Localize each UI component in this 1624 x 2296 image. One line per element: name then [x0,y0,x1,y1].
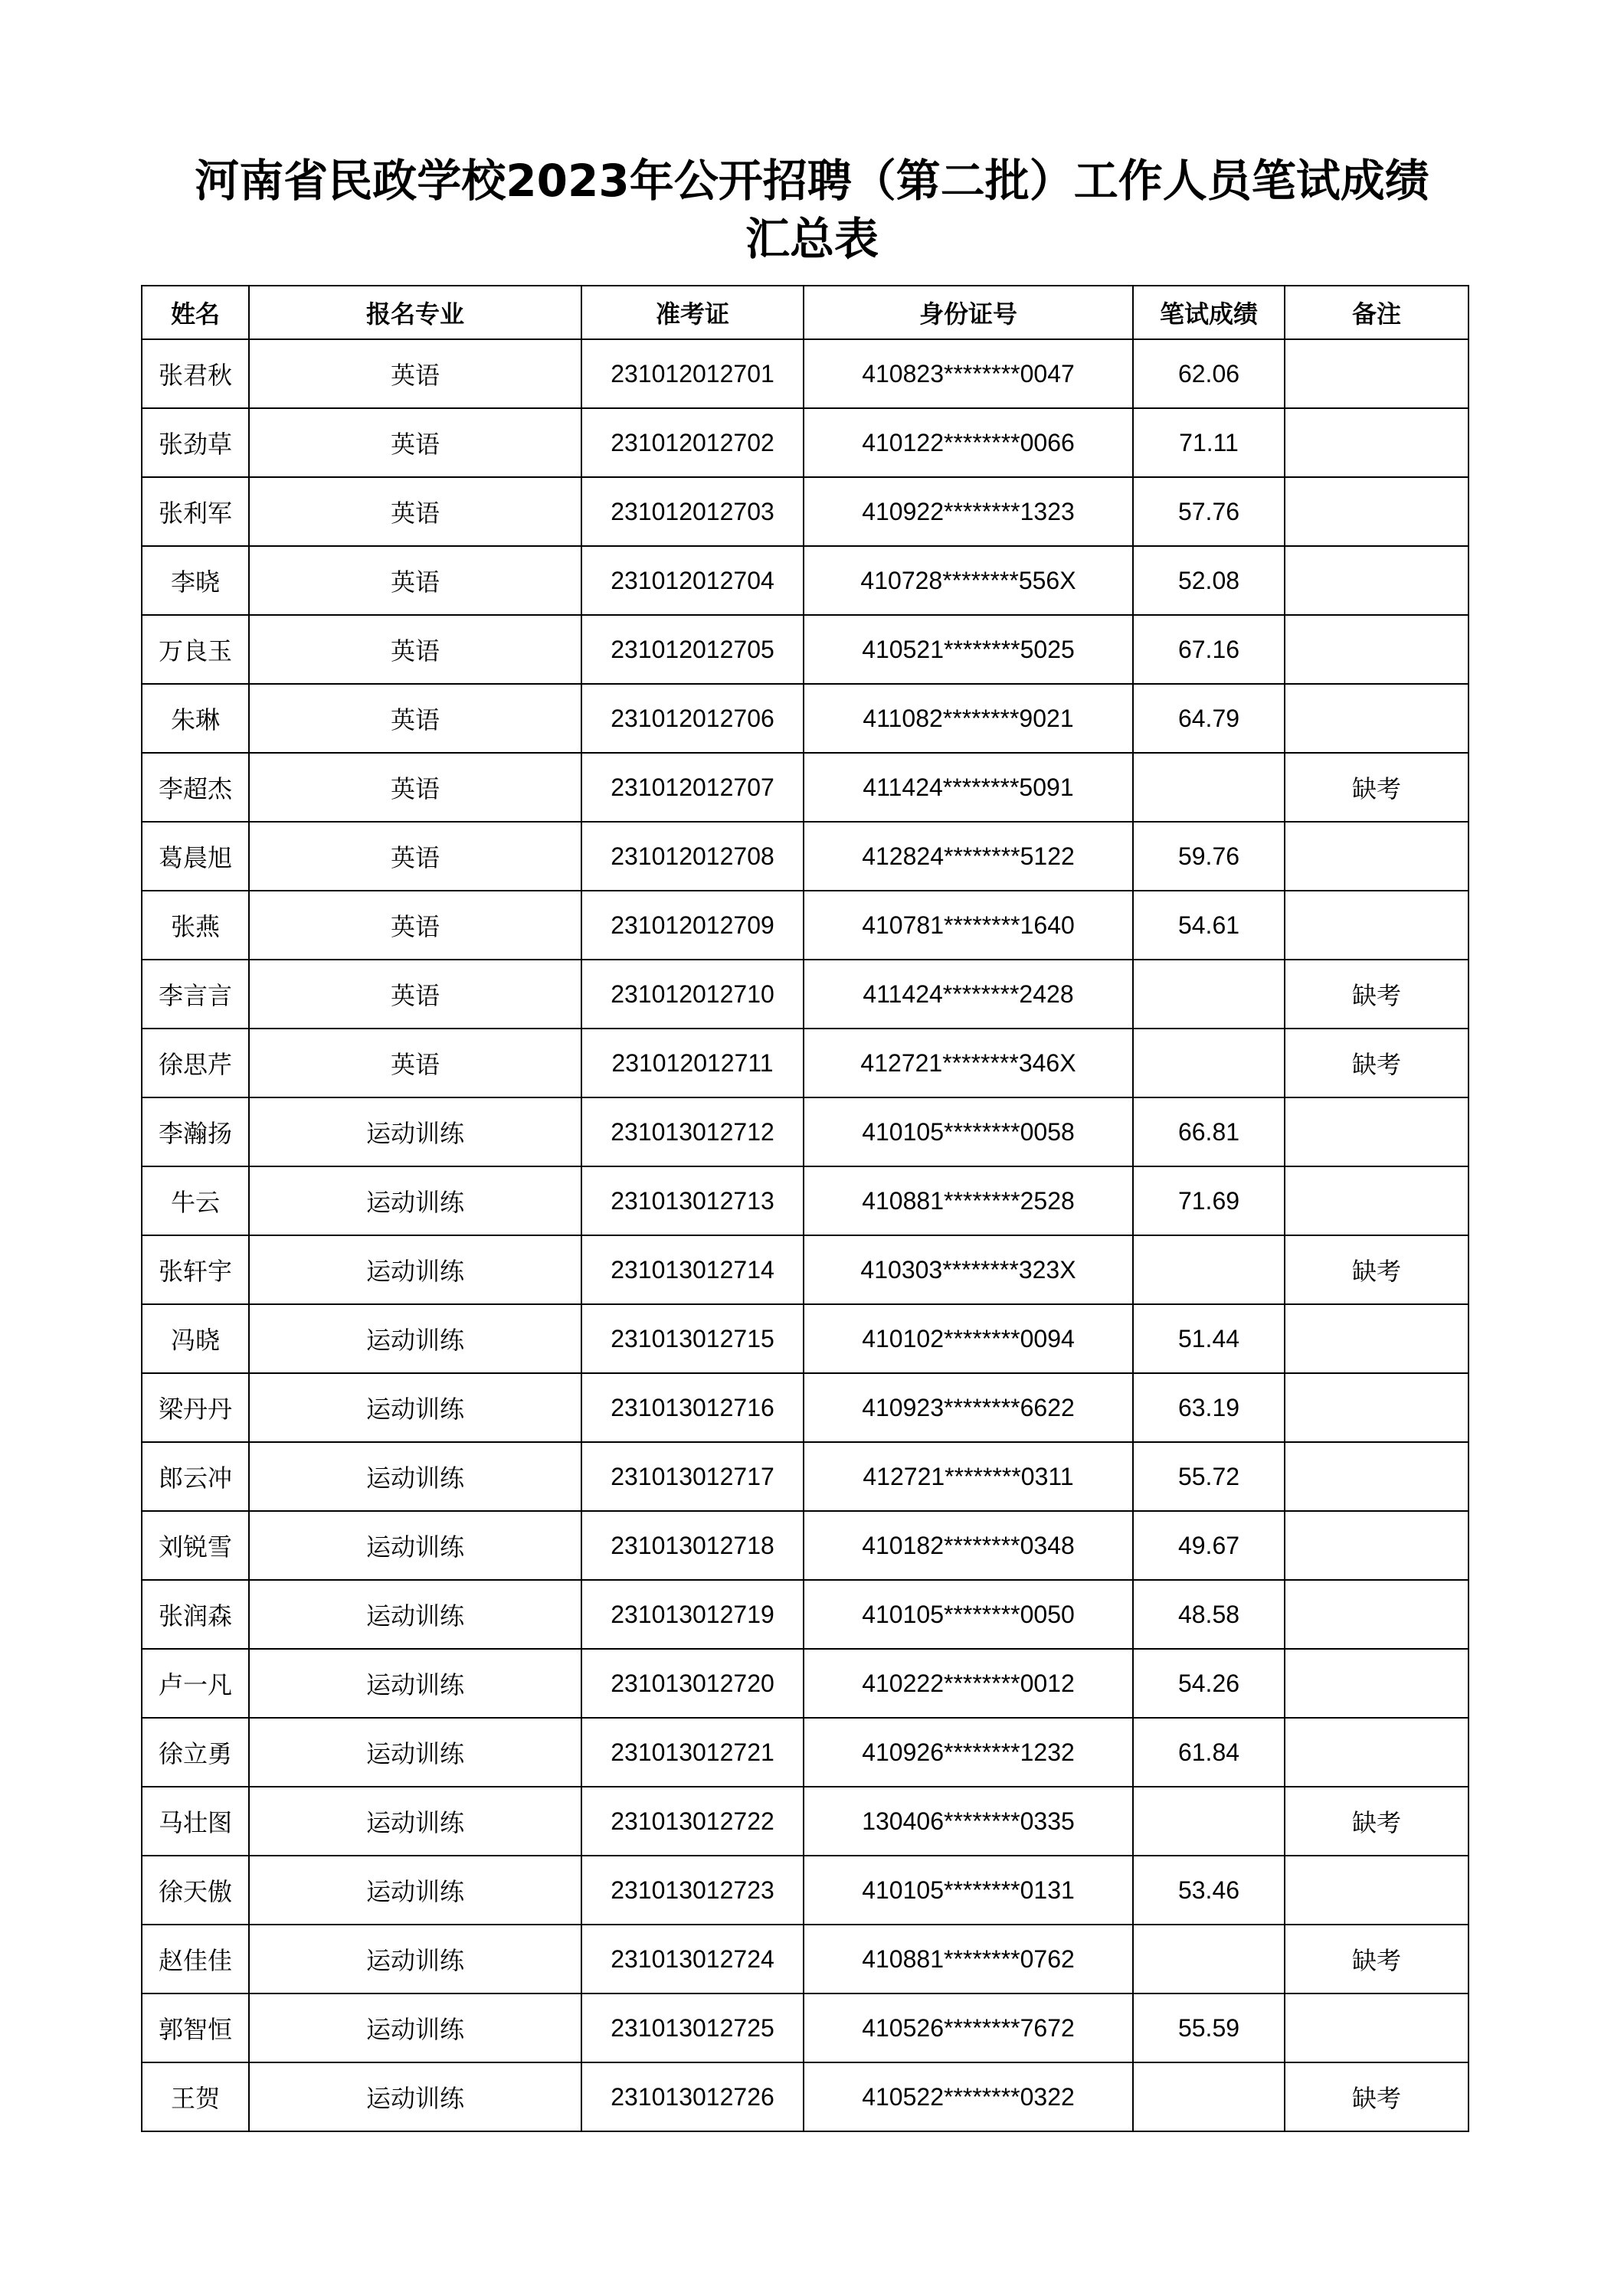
name-cell: 王贺 [142,2062,249,2131]
remarks-cell [1285,1856,1468,1925]
admission-ticket-cell: 231013012720 [581,1649,804,1718]
admission-ticket-cell: 231012012702 [581,408,804,477]
name-cell: 马壮图 [142,1787,249,1856]
remarks-cell [1285,822,1468,891]
score-cell: 48.58 [1133,1580,1285,1649]
table-body [142,339,1468,2131]
id-number-cell: 410923********6622 [804,1373,1133,1442]
major-cell: 英语 [249,546,581,615]
score-cell: 49.67 [1133,1511,1285,1580]
id-number-cell: 410881********0762 [804,1925,1133,1993]
remarks-cell [1285,1511,1468,1580]
table-row [142,1304,1468,1373]
score-cell [1133,1925,1285,1993]
name-cell: 李晓 [142,546,249,615]
name-cell: 徐思芹 [142,1029,249,1097]
id-number-cell: 410728********556X [804,546,1133,615]
name-cell: 张利军 [142,477,249,546]
table-row [142,1993,1468,2062]
header-id-number: 身份证号 [804,286,1133,339]
remarks-cell [1285,1993,1468,2062]
remarks-cell: 缺考 [1285,1235,1468,1304]
score-cell: 55.72 [1133,1442,1285,1511]
table-row [142,546,1468,615]
remarks-cell [1285,477,1468,546]
remarks-cell: 缺考 [1285,2062,1468,2131]
name-cell: 徐立勇 [142,1718,249,1787]
id-number-cell: 410922********1323 [804,477,1133,546]
name-cell: 牛云 [142,1166,249,1235]
id-number-cell: 410182********0348 [804,1511,1133,1580]
page-title-continued: 汇总表 [745,213,879,265]
id-number-cell: 412721********346X [804,1029,1133,1097]
admission-ticket-cell: 231013012715 [581,1304,804,1373]
admission-ticket-cell: 231012012710 [581,960,804,1029]
major-cell: 英语 [249,891,581,960]
admission-ticket-cell: 231013012714 [581,1235,804,1304]
major-cell: 英语 [249,684,581,753]
remarks-cell [1285,891,1468,960]
remarks-cell [1285,1097,1468,1166]
admission-ticket-cell: 231012012703 [581,477,804,546]
table-row [142,1029,1468,1097]
admission-ticket-cell: 231013012722 [581,1787,804,1856]
major-cell: 运动训练 [249,1718,581,1787]
table-row [142,1235,1468,1304]
score-cell: 64.79 [1133,684,1285,753]
id-number-cell: 410926********1232 [804,1718,1133,1787]
admission-ticket-cell: 231013012716 [581,1373,804,1442]
id-number-cell: 410823********0047 [804,339,1133,408]
admission-ticket-cell: 231013012718 [581,1511,804,1580]
score-cell: 55.59 [1133,1993,1285,2062]
major-cell: 运动训练 [249,1925,581,1993]
id-number-cell: 410122********0066 [804,408,1133,477]
id-number-cell: 410105********0058 [804,1097,1133,1166]
major-cell: 运动训练 [249,1856,581,1925]
id-number-cell: 410303********323X [804,1235,1133,1304]
remarks-cell [1285,615,1468,684]
name-cell: 张润森 [142,1580,249,1649]
table-row [142,1166,1468,1235]
score-cell: 51.44 [1133,1304,1285,1373]
major-cell: 运动训练 [249,1373,581,1442]
table-row [142,408,1468,477]
remarks-cell [1285,1718,1468,1787]
score-cell: 54.61 [1133,891,1285,960]
major-cell: 运动训练 [249,1580,581,1649]
id-number-cell: 410222********0012 [804,1649,1133,1718]
table-row [142,891,1468,960]
name-cell: 刘锐雪 [142,1511,249,1580]
remarks-cell: 缺考 [1285,960,1468,1029]
table-row [142,1787,1468,1856]
name-cell: 张轩宇 [142,1235,249,1304]
name-cell: 梁丹丹 [142,1373,249,1442]
admission-ticket-cell: 231013012724 [581,1925,804,1993]
remarks-cell: 缺考 [1285,1925,1468,1993]
admission-ticket-cell: 231013012726 [581,2062,804,2131]
score-cell [1133,1029,1285,1097]
id-number-cell: 410105********0050 [804,1580,1133,1649]
admission-ticket-cell: 231013012725 [581,1993,804,2062]
major-cell: 英语 [249,960,581,1029]
name-cell: 万良玉 [142,615,249,684]
major-cell: 运动训练 [249,1235,581,1304]
remarks-cell [1285,1304,1468,1373]
id-number-cell: 130406********0335 [804,1787,1133,1856]
remarks-cell [1285,1166,1468,1235]
major-cell: 运动训练 [249,1304,581,1373]
remarks-cell [1285,1442,1468,1511]
admission-ticket-cell: 231012012704 [581,546,804,615]
id-number-cell: 410102********0094 [804,1304,1133,1373]
remarks-cell: 缺考 [1285,1029,1468,1097]
id-number-cell: 411424********5091 [804,753,1133,822]
admission-ticket-cell: 231012012701 [581,339,804,408]
score-cell [1133,1787,1285,1856]
admission-ticket-cell: 231013012713 [581,1166,804,1235]
table-row [142,477,1468,546]
header-name: 姓名 [142,286,249,339]
remarks-cell [1285,1649,1468,1718]
table-row [142,2062,1468,2131]
score-cell [1133,753,1285,822]
admission-ticket-cell: 231012012707 [581,753,804,822]
major-cell: 运动训练 [249,1442,581,1511]
name-cell: 朱琳 [142,684,249,753]
name-cell: 李瀚扬 [142,1097,249,1166]
id-number-cell: 411082********9021 [804,684,1133,753]
id-number-cell: 410881********2528 [804,1166,1133,1235]
table-row [142,1925,1468,1993]
id-number-cell: 412721********0311 [804,1442,1133,1511]
table-row [142,615,1468,684]
table-row [142,753,1468,822]
table-row [142,1442,1468,1511]
admission-ticket-cell: 231012012711 [581,1029,804,1097]
table-row [142,960,1468,1029]
remarks-cell [1285,1373,1468,1442]
id-number-cell: 410105********0131 [804,1856,1133,1925]
header-admission-ticket: 准考证 [581,286,804,339]
table-header-row [142,286,1468,339]
remarks-cell [1285,684,1468,753]
name-cell: 张劲草 [142,408,249,477]
remarks-cell [1285,339,1468,408]
admission-ticket-cell: 231013012719 [581,1580,804,1649]
major-cell: 英语 [249,615,581,684]
header-remarks: 备注 [1285,286,1468,339]
score-cell: 52.08 [1133,546,1285,615]
name-cell: 李超杰 [142,753,249,822]
id-number-cell: 410522********0322 [804,2062,1133,2131]
table-row [142,1580,1468,1649]
table-row [142,1649,1468,1718]
score-cell: 71.11 [1133,408,1285,477]
score-cell: 59.76 [1133,822,1285,891]
score-table [141,285,1469,2132]
major-cell: 英语 [249,822,581,891]
score-cell: 62.06 [1133,339,1285,408]
name-cell: 张燕 [142,891,249,960]
score-cell: 54.26 [1133,1649,1285,1718]
score-cell [1133,2062,1285,2131]
name-cell: 赵佳佳 [142,1925,249,1993]
name-cell: 李言言 [142,960,249,1029]
major-cell: 运动训练 [249,1993,581,2062]
remarks-cell: 缺考 [1285,1787,1468,1856]
table-row [142,1511,1468,1580]
header-major: 报名专业 [249,286,581,339]
score-cell: 67.16 [1133,615,1285,684]
table-row [142,684,1468,753]
id-number-cell: 411424********2428 [804,960,1133,1029]
header-written-score: 笔试成绩 [1133,286,1285,339]
name-cell: 卢一凡 [142,1649,249,1718]
remarks-cell: 缺考 [1285,753,1468,822]
major-cell: 运动训练 [249,2062,581,2131]
score-cell: 63.19 [1133,1373,1285,1442]
table-row [142,1856,1468,1925]
major-cell: 运动训练 [249,1166,581,1235]
id-number-cell: 412824********5122 [804,822,1133,891]
major-cell: 英语 [249,1029,581,1097]
remarks-cell [1285,546,1468,615]
major-cell: 英语 [249,477,581,546]
id-number-cell: 410526********7672 [804,1993,1133,2062]
page-title: 河南省民政学校2023年公开招聘（第二批）工作人员笔试成绩 [195,155,1429,207]
score-cell: 71.69 [1133,1166,1285,1235]
table-row [142,1718,1468,1787]
name-cell: 葛晨旭 [142,822,249,891]
score-cell: 53.46 [1133,1856,1285,1925]
admission-ticket-cell: 231012012706 [581,684,804,753]
major-cell: 运动训练 [249,1511,581,1580]
table-row [142,1373,1468,1442]
major-cell: 运动训练 [249,1787,581,1856]
id-number-cell: 410781********1640 [804,891,1133,960]
name-cell: 郭智恒 [142,1993,249,2062]
admission-ticket-cell: 231012012708 [581,822,804,891]
score-cell: 66.81 [1133,1097,1285,1166]
name-cell: 张君秋 [142,339,249,408]
admission-ticket-cell: 231013012721 [581,1718,804,1787]
name-cell: 徐天傲 [142,1856,249,1925]
remarks-cell [1285,1580,1468,1649]
major-cell: 运动训练 [249,1097,581,1166]
table-row [142,822,1468,891]
admission-ticket-cell: 231012012705 [581,615,804,684]
major-cell: 英语 [249,753,581,822]
name-cell: 冯晓 [142,1304,249,1373]
id-number-cell: 410521********5025 [804,615,1133,684]
major-cell: 英语 [249,408,581,477]
name-cell: 郎云冲 [142,1442,249,1511]
admission-ticket-cell: 231013012712 [581,1097,804,1166]
admission-ticket-cell: 231013012723 [581,1856,804,1925]
score-cell: 61.84 [1133,1718,1285,1787]
score-cell [1133,1235,1285,1304]
major-cell: 运动训练 [249,1649,581,1718]
table-row [142,339,1468,408]
major-cell: 英语 [249,339,581,408]
remarks-cell [1285,408,1468,477]
score-cell: 57.76 [1133,477,1285,546]
score-cell [1133,960,1285,1029]
table-row [142,1097,1468,1166]
admission-ticket-cell: 231012012709 [581,891,804,960]
admission-ticket-cell: 231013012717 [581,1442,804,1511]
